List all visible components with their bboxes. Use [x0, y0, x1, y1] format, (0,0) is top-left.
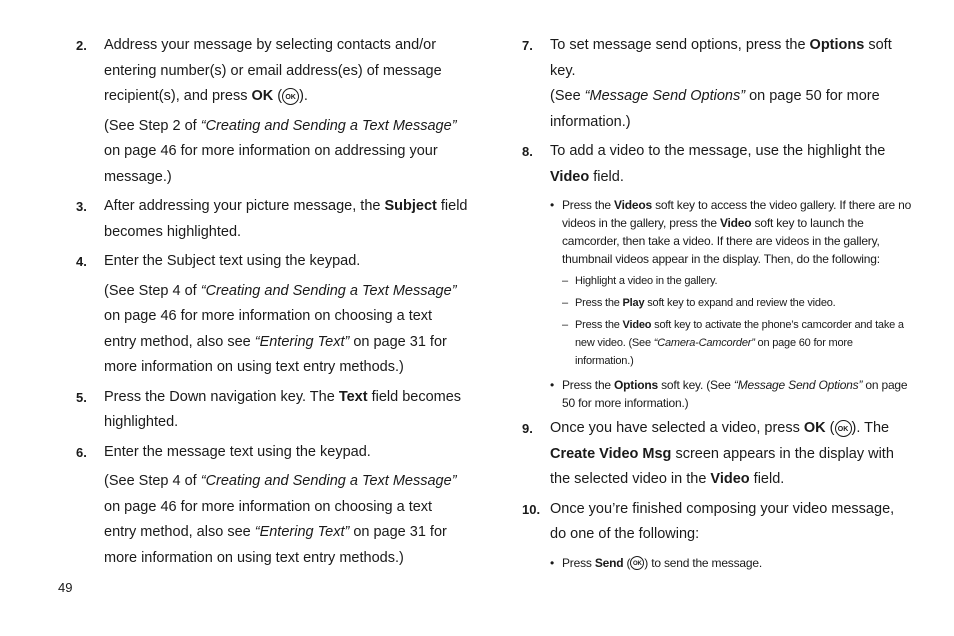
video-field-label: Video	[710, 471, 750, 487]
cross-reference: “Creating and Sending a Text Message”	[200, 282, 457, 299]
step-8-bullet-2: • Press the Options soft key. (See “Message Send Options” on page 50 for more information.)	[550, 378, 908, 410]
step-8-sub-3: – Press the Video soft key to activate the phone’s camcorder and take a new video. (See “Camera-Camcorder” on page 60 for more information.)	[522, 316, 914, 370]
step-7: 7. To set message send options, press the Options soft key. (See “Message Send Options” on page 50 for more information.)	[522, 33, 914, 135]
dash-icon: –	[562, 319, 568, 331]
step-number: 4.	[76, 254, 87, 269]
step-number: 2.	[76, 38, 87, 53]
video-field-label: Video	[550, 168, 590, 185]
dash-icon: –	[562, 297, 568, 309]
page-number: 49	[58, 580, 73, 595]
step-10: 10. Once you’re finished composing your video message, do one of the following:	[522, 497, 914, 548]
cross-reference: “Creating and Sending a Text Message”	[200, 117, 457, 134]
step-10-bullet-1: • Press Send ( OK ) to send the message.	[550, 555, 762, 570]
step-number: 8.	[522, 144, 533, 159]
step-9: 9. Once you have selected a video, press OK ( OK ). The Create Video Msg screen appears in the display with the selected video in the Video field.	[522, 416, 914, 493]
options-key-label: Options	[614, 378, 658, 392]
options-key-label: Options	[809, 37, 865, 53]
text-field-label: Text	[338, 388, 368, 405]
step-2: 2. Address your message by selecting contacts and/or entering number(s) or email address(es) of message recipient(s), and press OK ( OK ).	[76, 33, 468, 110]
cross-reference: “Camera-Camcorder”	[653, 337, 755, 349]
step-number: 7.	[522, 38, 533, 53]
right-column	[522, 33, 914, 572]
ok-key-label: OK	[251, 88, 274, 104]
video-key-label: Video	[719, 216, 752, 230]
step-6-note: (See Step 4 of “Creating and Sending a Text Message” on page 46 for more information on choosing a text entry method, also see “Entering Text” on page 31 for more information on using text entry methods.)	[104, 473, 457, 566]
step-4-note: (See Step 4 of “Creating and Sending a Text Message” on page 46 for more information on choosing a text entry method, also see “Entering Text” on page 31 for more information on using text entry methods.)	[104, 282, 457, 375]
bullet-icon: •	[550, 555, 555, 570]
step-number: 9.	[522, 421, 533, 436]
cross-reference: “Entering Text”	[254, 333, 350, 350]
cross-reference: “Message Send Options”	[733, 378, 863, 392]
step-6: 6. Enter the message text using the keypad.	[76, 440, 468, 466]
step-number: 6.	[76, 444, 87, 460]
ok-button-icon: OK	[282, 88, 299, 105]
bullet-icon: •	[550, 198, 555, 212]
step-8-bullet-1: • Press the Videos soft key to access the video gallery. If there are no videos in the gallery, press the Video soft key to launch the camcorder, then take a video. If there are videos in the gallery, thumbnail videos appear in the display. Then, do the following:	[550, 198, 912, 266]
video-key-label: Video	[622, 319, 652, 331]
left-column	[76, 33, 468, 571]
play-key-label: Play	[622, 297, 645, 309]
create-video-msg-label: Create Video Msg	[550, 445, 672, 462]
bullet-icon: •	[550, 378, 555, 392]
ok-key-label: OK	[803, 420, 826, 436]
videos-key-label: Videos	[614, 198, 652, 212]
ok-button-icon: OK	[630, 556, 644, 570]
ok-button-icon: OK	[835, 420, 852, 437]
cross-reference: “Message Send Options”	[584, 88, 746, 104]
step-8: 8. To add a video to the message, use the highlight the Video field.	[522, 139, 914, 190]
step-3: 3. After addressing your picture message, the Subject field becomes highlighted.	[76, 194, 468, 245]
step-8-sub-2: – Press the Play soft key to expand and review the video.	[522, 294, 914, 312]
step-number: 3.	[76, 199, 87, 214]
dash-icon: –	[562, 275, 568, 287]
step-8-sub-1: – Highlight a video in the gallery.	[522, 272, 914, 290]
send-key-label: Send	[594, 555, 624, 570]
step-number: 10.	[522, 501, 541, 517]
step-5: 5. Press the Down navigation key. The Text field becomes highlighted.	[76, 385, 468, 436]
step-number: 5.	[76, 389, 87, 405]
step-4: 4. Enter the Subject text using the keypad.	[76, 249, 468, 275]
cross-reference: “Entering Text”	[254, 524, 350, 540]
subject-field-label: Subject	[384, 198, 437, 214]
step-2-note: (See Step 2 of “Creating and Sending a Text Message” on page 46 for more information on addressing your message.)	[104, 117, 457, 185]
cross-reference: “Creating and Sending a Text Message”	[200, 473, 457, 489]
